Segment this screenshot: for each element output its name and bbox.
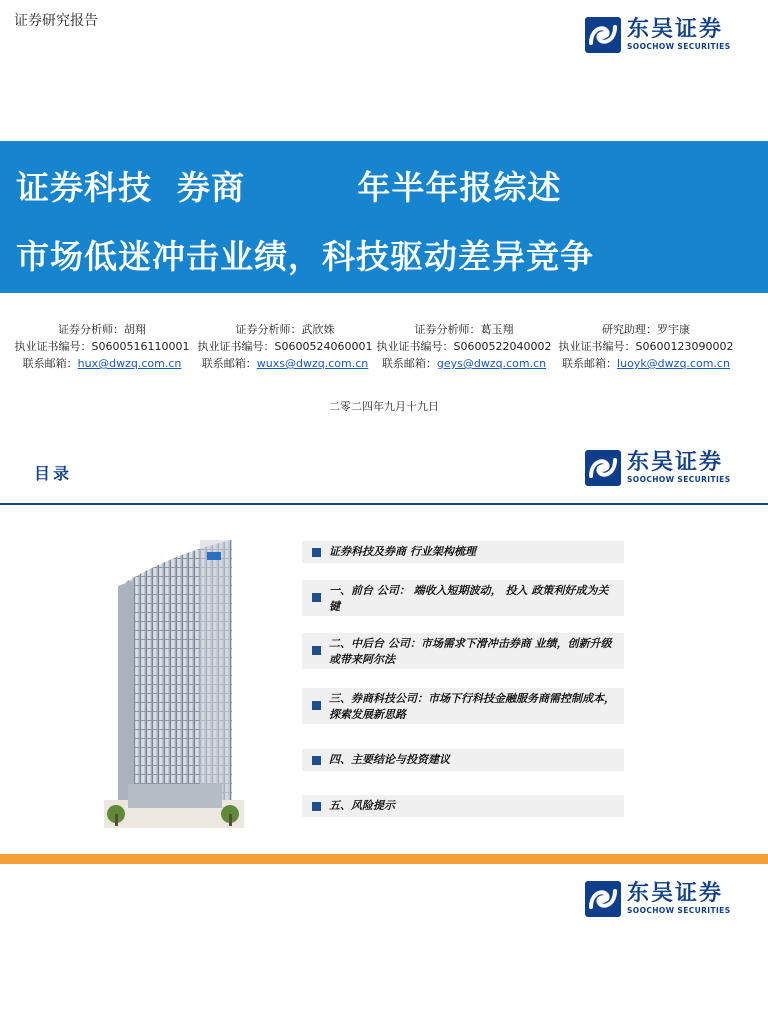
toc-item-section-5[interactable] <box>302 795 624 817</box>
toc-item-label: 二、中后台 公司：市场需求下滑冲击券商 业绩，创新升级或带来阿尔法 <box>329 637 612 666</box>
analyst-1 <box>12 321 192 372</box>
office-building-image <box>104 522 244 828</box>
company-logo <box>585 450 731 486</box>
analyst-cert: 执业证书编号：S0600123090002 <box>558 340 734 353</box>
logo-mark-icon <box>585 450 621 486</box>
logo-name-cn: 东吴证券 <box>627 450 724 475</box>
analyst-role: 证券分析师：胡翔 <box>58 323 146 336</box>
logo-mark-icon <box>585 17 621 53</box>
bullet-icon <box>312 802 321 811</box>
toc-item-label: 三、券商科技公司：市场下行科技金融服务商需控制成本，探索发展新思路 <box>329 692 615 721</box>
analyst-3 <box>374 321 554 372</box>
email-label: 联系邮箱： <box>381 357 437 370</box>
logo-name-en: SOOCHOW SECURITIES <box>627 906 731 915</box>
toc-item-section-1[interactable] <box>302 580 624 616</box>
logo-mark-icon <box>585 881 621 917</box>
toc-item-label: 证券科技及券商 行业架构梳理 <box>329 545 476 558</box>
toc-divider <box>0 503 768 505</box>
report-date: 二零二四年九月十九日 <box>329 400 439 413</box>
company-logo <box>585 881 731 917</box>
email-label: 联系邮箱： <box>201 357 257 370</box>
report-title-line2: 市场低迷冲击业绩，科技驱动差异竞争 <box>16 237 594 276</box>
analyst-cert: 执业证书编号：S0600516110001 <box>14 340 190 353</box>
bullet-icon <box>312 548 321 557</box>
analyst-2 <box>195 321 375 372</box>
analyst-email-link[interactable]: wuxs@dwzq.com.cn <box>256 357 369 370</box>
analyst-email-link[interactable]: geys@dwzq.com.cn <box>436 357 547 370</box>
section-divider-bar <box>0 854 768 864</box>
report-type: 证券研究报告 <box>14 13 98 29</box>
company-logo <box>585 17 731 53</box>
logo-name-cn: 东吴证券 <box>627 881 724 906</box>
analyst-email-link[interactable]: luoyk@dwzq.com.cn <box>617 357 730 370</box>
report-title-line1: 证券科技 券商 年半年报综述 <box>16 168 562 207</box>
logo-name-en: SOOCHOW SECURITIES <box>627 475 731 484</box>
toc-item-label: 一、前台 公司： 端收入短期波动， 投入 政策利好成为关键 <box>329 584 609 613</box>
analyst-role: 研究助理：罗宇康 <box>602 323 690 336</box>
toc-item-label: 四、主要结论与投资建议 <box>329 753 450 766</box>
logo-name-cn: 东吴证券 <box>627 17 724 42</box>
toc-item-section-4[interactable] <box>302 749 624 771</box>
analyst-role: 证券分析师：武欣姝 <box>235 323 335 336</box>
email-label: 联系邮箱： <box>22 357 78 370</box>
analyst-cert: 执业证书编号：S0600524060001 <box>197 340 373 353</box>
analyst-role: 证券分析师：葛玉翔 <box>414 323 514 336</box>
toc-item-label: 五、风险提示 <box>329 799 395 812</box>
bullet-icon <box>312 646 321 655</box>
analyst-cert: 执业证书编号：S0600522040002 <box>376 340 552 353</box>
bullet-icon <box>312 701 321 710</box>
bullet-icon <box>312 593 321 602</box>
analyst-4 <box>556 321 736 372</box>
toc-item-overview[interactable] <box>302 541 624 563</box>
analyst-email-link[interactable]: hux@dwzq.com.cn <box>77 357 182 370</box>
bullet-icon <box>312 756 321 765</box>
logo-name-en: SOOCHOW SECURITIES <box>627 42 731 51</box>
toc-item-section-3[interactable] <box>302 688 624 724</box>
toc-item-section-2[interactable] <box>302 633 624 669</box>
toc-title: 目录 <box>34 464 73 483</box>
email-label: 联系邮箱： <box>562 357 618 370</box>
